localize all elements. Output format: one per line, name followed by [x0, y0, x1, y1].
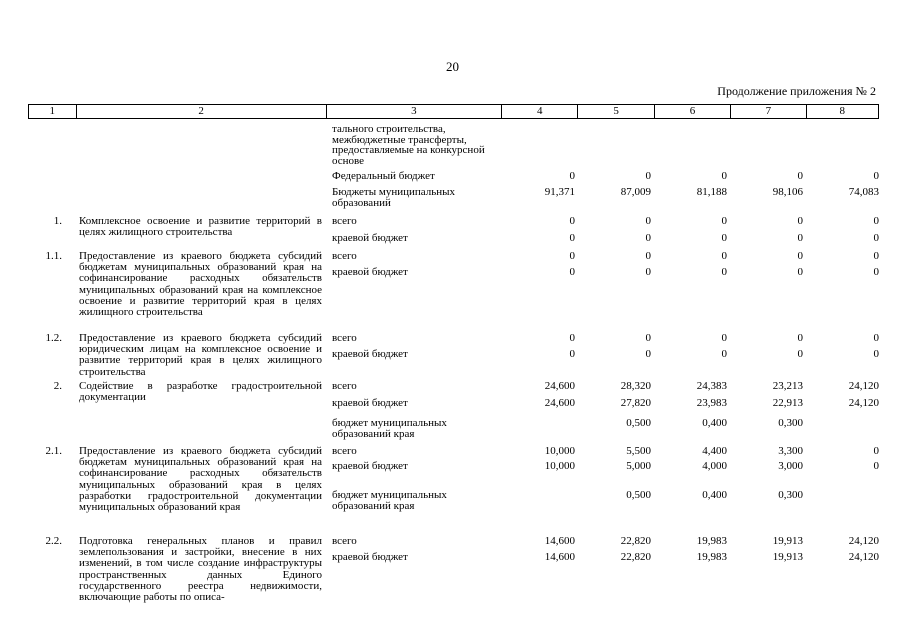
funding-source: Федеральный бюджет [332, 170, 435, 182]
value-cell-col-5: 28,320 [620, 380, 651, 392]
value-cell-col-7: 0 [797, 332, 803, 344]
value-cell-col-4: 10,000 [544, 445, 575, 457]
value-cell-col-8: 0 [873, 250, 879, 262]
value-cell-col-8: 0 [873, 445, 879, 457]
value-cell-col-4: 24,600 [544, 380, 575, 392]
header-col-5: 5 [578, 105, 654, 118]
value-cell-col-6: 0,400 [702, 489, 727, 501]
value-cell-col-7: 0,300 [778, 489, 803, 501]
value-cell-col-8: 0 [873, 266, 879, 278]
row-description: Предоставление из краевого бюджета субсидий бюджетам муниципальных образований края на софинансирование расходных обязательств муниципальных образований края на комплексное освоение и развитие территорий края в целях жилищного строительства [79, 250, 322, 319]
header-col-1: 1 [29, 105, 77, 118]
value-cell-col-4: 0 [569, 170, 575, 182]
value-cell-col-6: 23,983 [696, 397, 727, 409]
value-cell-col-5: 0 [645, 266, 651, 278]
funding-source: всего [332, 380, 357, 392]
value-cell-col-5: 0 [645, 215, 651, 227]
value-cell-col-8: 0 [873, 215, 879, 227]
row-number: 1.2. [45, 332, 62, 344]
value-cell-col-7: 0,300 [778, 417, 803, 429]
value-cell-col-7: 23,213 [772, 380, 803, 392]
funding-source: бюджет муниципальных образований края [332, 417, 447, 440]
header-col-6: 6 [655, 105, 731, 118]
funding-source: краевой бюджет [332, 232, 408, 244]
funding-source: бюджет муниципальных образований края [332, 489, 447, 512]
value-cell-col-7: 0 [797, 348, 803, 360]
value-cell-col-5: 0 [645, 232, 651, 244]
value-cell-col-6: 0 [721, 332, 727, 344]
value-cell-col-4: 14,600 [544, 535, 575, 547]
value-cell-col-7: 3,000 [778, 460, 803, 472]
row-description: Подготовка генеральных планов и правил землепользования и застройки, внесение в них изменений, в том числе создание инфраструктуры пространственных данных Единого государственного реестра недвижимости, включающие работы по описа- [79, 535, 322, 604]
value-cell-col-7: 0 [797, 266, 803, 278]
value-cell-col-8: 24,120 [848, 551, 879, 563]
value-cell-col-6: 4,000 [702, 460, 727, 472]
value-cell-col-5: 5,500 [626, 445, 651, 457]
value-cell-col-5: 0 [645, 332, 651, 344]
value-cell-col-7: 0 [797, 250, 803, 262]
row-number: 2. [53, 380, 62, 392]
value-cell-col-5: 22,820 [620, 551, 651, 563]
value-cell-col-6: 0 [721, 215, 727, 227]
value-cell-col-4: 91,371 [544, 186, 575, 198]
value-cell-col-5: 87,009 [620, 186, 651, 198]
value-cell-col-5: 0 [645, 348, 651, 360]
value-cell-col-4: 10,000 [544, 460, 575, 472]
value-cell-col-5: 0 [645, 250, 651, 262]
value-cell-col-4: 24,600 [544, 397, 575, 409]
page-number: 20 [446, 59, 459, 74]
value-cell-col-7: 0 [797, 232, 803, 244]
value-cell-col-7: 3,300 [778, 445, 803, 457]
value-cell-col-8: 0 [873, 170, 879, 182]
funding-source: всего [332, 445, 357, 457]
row-description: Комплексное освоение и развитие территорий в целях жилищного строительства [79, 215, 322, 239]
row-description: Предоставление из краевого бюджета субсидий бюджетам муниципальных образований края на софинансирование расходных обязательств муниципальных образований края в целях разработки градостроительной документации муниципальных образований края [79, 445, 322, 514]
value-cell-col-7: 0 [797, 170, 803, 182]
row-description: Содействие в разработке градостроительной документации [79, 380, 322, 404]
value-cell-col-8: 0 [873, 460, 879, 472]
value-cell-col-8: 74,083 [848, 186, 879, 198]
funding-source: Бюджеты муниципальных образований [332, 186, 456, 209]
value-cell-col-4: 0 [569, 266, 575, 278]
value-cell-col-6: 19,983 [696, 535, 727, 547]
row-number: 2.1. [45, 445, 62, 457]
row-description: Предоставление из краевого бюджета субсидий юридическим лицам на комплексное освоение и развитие территорий края в целях жилищного строительства [79, 332, 322, 378]
value-cell-col-4: 0 [569, 215, 575, 227]
value-cell-col-6: 0 [721, 232, 727, 244]
value-cell-col-8: 24,120 [848, 397, 879, 409]
header-col-4: 4 [502, 105, 578, 118]
funding-source: всего [332, 332, 357, 344]
value-cell-col-6: 0 [721, 170, 727, 182]
value-cell-col-8: 0 [873, 332, 879, 344]
value-cell-col-7: 98,106 [772, 186, 803, 198]
value-cell-col-8: 24,120 [848, 535, 879, 547]
value-cell-col-5: 0 [645, 170, 651, 182]
funding-source: краевой бюджет [332, 397, 408, 409]
header-col-7: 7 [731, 105, 806, 118]
header-col-3: 3 [327, 105, 503, 118]
funding-source: всего [332, 250, 357, 262]
row-number: 1.1. [45, 250, 62, 262]
row-number: 1. [53, 215, 62, 227]
value-cell-col-5: 0,500 [626, 417, 651, 429]
funding-source: краевой бюджет [332, 551, 408, 563]
value-cell-col-7: 19,913 [772, 535, 803, 547]
value-cell-col-4: 0 [569, 232, 575, 244]
value-cell-col-5: 22,820 [620, 535, 651, 547]
value-cell-col-8: 0 [873, 232, 879, 244]
value-cell-col-7: 0 [797, 215, 803, 227]
header-col-8: 8 [839, 105, 846, 117]
header-col-2: 2 [77, 105, 327, 118]
value-cell-col-6: 0 [721, 250, 727, 262]
funding-source: краевой бюджет [332, 348, 408, 360]
value-cell-col-5: 5,000 [626, 460, 651, 472]
value-cell-col-8: 24,120 [848, 380, 879, 392]
row-number: 2.2. [45, 535, 62, 547]
funding-source: тального строительства, межбюджетные трансферты, предоставляемые на конкурсной основе [332, 123, 485, 167]
value-cell-col-6: 0 [721, 266, 727, 278]
value-cell-col-7: 19,913 [772, 551, 803, 563]
value-cell-col-6: 0,400 [702, 417, 727, 429]
value-cell-col-5: 0,500 [626, 489, 651, 501]
value-cell-col-6: 81,188 [696, 186, 727, 198]
value-cell-col-4: 0 [569, 348, 575, 360]
value-cell-col-6: 4,400 [702, 445, 727, 457]
value-cell-col-8: 0 [873, 348, 879, 360]
value-cell-col-4: 0 [569, 250, 575, 262]
funding-source: всего [332, 535, 357, 547]
value-cell-col-6: 0 [721, 348, 727, 360]
funding-source: всего [332, 215, 357, 227]
funding-source: краевой бюджет [332, 266, 408, 278]
value-cell-col-7: 22,913 [772, 397, 803, 409]
table-header [28, 104, 879, 119]
value-cell-col-4: 14,600 [544, 551, 575, 563]
value-cell-col-6: 19,983 [696, 551, 727, 563]
value-cell-col-5: 27,820 [620, 397, 651, 409]
continuation-label: Продолжение приложения № 2 [717, 84, 876, 98]
value-cell-col-4: 0 [569, 332, 575, 344]
value-cell-col-6: 24,383 [696, 380, 727, 392]
funding-source: краевой бюджет [332, 460, 408, 472]
